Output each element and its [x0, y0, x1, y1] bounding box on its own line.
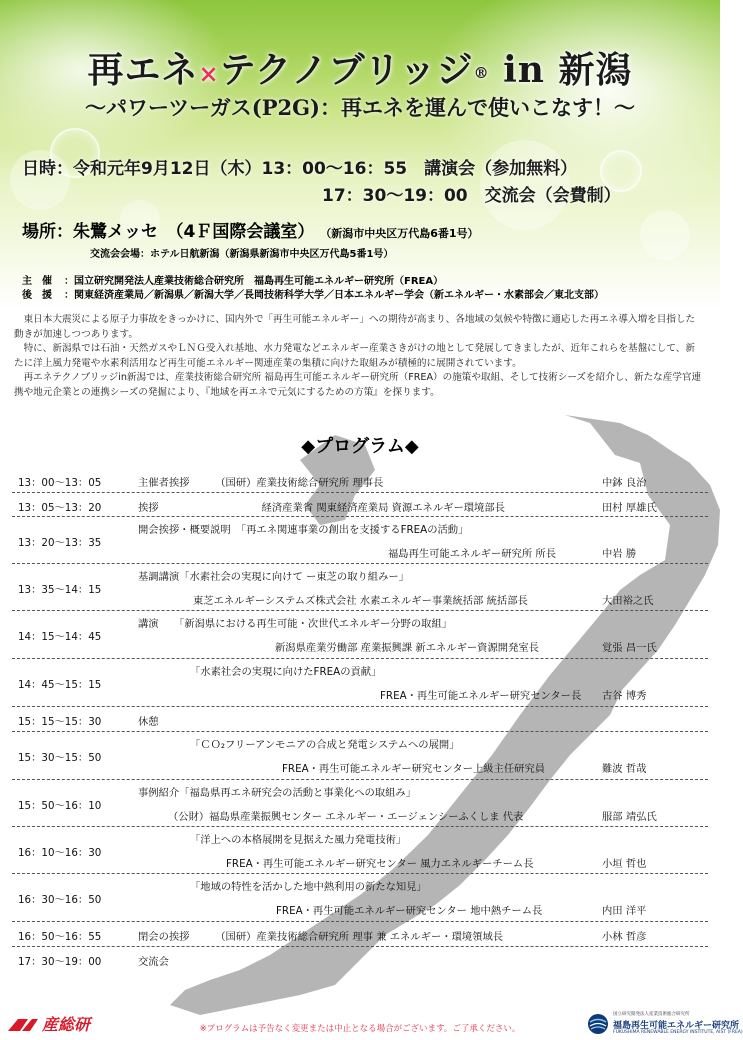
program-row [12, 564, 708, 611]
program-row [12, 780, 708, 827]
program-speaker: 古谷 博秀 [602, 690, 647, 702]
title-part-3: in 新潟 [489, 49, 633, 91]
title-cross-mark: × [198, 59, 220, 88]
event-subtitle: ～パワーツーガス(P2G)：再エネを運んで使いこなす！～ [85, 95, 635, 120]
program-speaker: 小垣 哲也 [602, 858, 647, 870]
program-time: 15：50～16：10 [18, 800, 102, 812]
frea-globe-icon [587, 1013, 609, 1035]
program-row [12, 707, 708, 732]
aist-logo-text: 産総研 [42, 1015, 91, 1034]
title-part-2: テクノブリッジ [219, 49, 474, 91]
program-line: FREA・再生可能エネルギー研究センター長 [380, 690, 582, 702]
program-time: 16：30～16：50 [18, 894, 102, 906]
program-time: 15：15～15：30 [18, 716, 102, 728]
host-text: ：国立研究開発法人産業技術総合研究所 福島再生可能エネルギー研究所（FREA） [64, 276, 444, 287]
program-row [12, 493, 708, 517]
venue [22, 217, 479, 242]
support-text: ：関東経済産業局／新潟県／新潟大学／長岡技術科学大学／日本エネルギー学会（新エネルギー・水素部会／東北支部） [64, 290, 604, 301]
program-speaker: 覚張 昌一氏 [602, 642, 657, 654]
event-title [0, 42, 720, 93]
program-time: 15：30～15：50 [18, 752, 102, 764]
program-row [12, 827, 708, 874]
program-line: 「ＣＯ₂フリーアンモニアの合成と発電システムへの展開」 [190, 739, 460, 751]
frea-parent-org: 国立研究開発法人産業技術総合研究所 [613, 1012, 690, 1017]
venue-main: 場所：朱鷺メッセ （4Ｆ国際会議室） [22, 222, 315, 242]
party-venue: 交流会会場：ホテル日航新潟（新潟県新潟市中央区万代島5番1号） [90, 249, 394, 260]
program-time: 13：20～13：35 [18, 537, 102, 549]
program-line: 「地域の特性を活かした地中熱利用の新たな知見」 [190, 881, 427, 893]
intro-paragraph: 再エネテクノブリッジin新潟では、産業技術総合研究所 福島再生可能エネルギー研究所（FREA）の施策や取組、そして技術シーズを紹介し、新たな産学官連携や地元企業との連携シーズの発掘により、『地域を再エネで元気にするための方策』を探ります。 [14, 372, 702, 398]
program-line: 休憩 [138, 716, 159, 728]
intro-paragraph: 特に、新潟県では石油・天然ガスやＬＮＧ受入れ基地、水力発電などエネルギー産業さきがけの地として発展してきましたが、近年これらを基盤にして、新たに洋上風力発電や水素利活用など再生可能エネルギー関連産業の集積に向けた取組みが積極的に展開されています。 [14, 343, 695, 369]
program-speaker: 内田 洋平 [602, 905, 647, 917]
program-table [12, 468, 708, 971]
program-line: 事例紹介「福島県再エネ研究会の活動と事業化への取組み」 [138, 787, 417, 799]
program-row [12, 659, 708, 707]
program-speaker: 服部 靖弘氏 [602, 811, 657, 823]
intro-paragraph: 東日本大震災による原子力事故をきっかけに、国内外で「再生可能エネルギー」への期待が高まり、各地域の気候や特徴に適応した再エネ導入増を目指した動きが加速しつつあります。 [14, 314, 696, 340]
program-time: 17：30～19：00 [18, 956, 102, 968]
program-line: 閉会の挨拶 （国研）産業技術総合研究所 理事 兼 エネルギー・環境領域長 [138, 931, 504, 943]
host-label: 主 催 [22, 276, 52, 287]
program-speaker: 中岩 勝 [602, 548, 637, 560]
program-heading: ◆プログラム◆ [301, 436, 419, 457]
program-line: 挨拶 経済産業省 関東経済産業局 資源エネルギー環境部長 [138, 502, 505, 514]
program-time: 14：45～15：15 [18, 679, 102, 691]
venue-address: （新潟市中央区万代島6番1号） [320, 227, 479, 240]
program-line: FREA・再生可能エネルギー研究センター 地中熱チーム長 [276, 905, 543, 917]
program-speaker: 難波 哲哉 [602, 763, 647, 775]
program-line: 基調講演「水素社会の実現に向けて ー東芝の取り組みー」 [138, 571, 409, 583]
program-row [12, 732, 708, 780]
registered-mark: ® [473, 64, 490, 82]
support-label: 後 援 [22, 290, 52, 301]
program-row [12, 517, 708, 564]
program-line: 開会挨拶・概要説明 「再エネ関連事業の創出を支援するFREAの活動」 [138, 524, 469, 536]
program-speaker: 中鉢 良治 [602, 477, 647, 489]
organizer-host [22, 272, 443, 287]
program-line: 主催者挨拶 （国研）産業技術総合研究所 理事長 [138, 477, 384, 489]
program-line: （公財）福島県産業振興センター エネルギー・エージェンシーふくしま 代表 [168, 811, 524, 823]
title-part-1: 再エネ [87, 49, 199, 91]
header-banner [0, 0, 720, 310]
program-speaker: 田村 厚雄氏 [602, 502, 657, 514]
program-line: 講演 「新潟県における再生可能・次世代エネルギー分野の取組」 [138, 618, 453, 630]
program-speaker: 小林 哲彦 [602, 931, 647, 943]
program-time: 16：10～16：30 [18, 847, 102, 859]
program-time: 16：50～16：55 [18, 931, 102, 943]
program-line: 「水素社会の実現に向けたFREAの貢献」 [190, 666, 382, 678]
program-time: 13：05～13：20 [18, 502, 102, 514]
bokeh-light [640, 210, 690, 260]
program-row [12, 922, 708, 947]
intro-text [14, 313, 704, 400]
frea-name-jp: 福島再生可能エネルギー研究所 [613, 1021, 740, 1031]
program-line: 「洋上への本格展開を見据えた風力発電技術」 [190, 834, 407, 846]
program-speaker: 大田裕之氏 [602, 595, 654, 607]
datetime-line-1: 日時：令和元年9月12日（木）13：00～16：55 講演会（参加無料） [22, 159, 578, 179]
program-line: FREA・再生可能エネルギー研究センター 風力エネルギーチーム長 [226, 858, 534, 870]
program-row [12, 611, 708, 659]
program-row [12, 874, 708, 922]
change-notice: ※プログラムは予告なく変更または中止となる場合がございます。ご了承ください。 [199, 1024, 521, 1034]
program-time: 14：15～14：45 [18, 631, 102, 643]
program-line: 交流会 [138, 956, 169, 968]
program-line: 福島再生可能エネルギー研究所 所長 [388, 548, 557, 560]
frea-logo [585, 1011, 743, 1037]
program-line: FREA・再生可能エネルギー研究センター上級主任研究員 [282, 763, 546, 775]
program-time: 13：35～14：15 [18, 584, 102, 596]
organizer-support [22, 286, 604, 301]
frea-name-en: FUKUSHIMA RENEWABLE ENERGY INSTITUTE, AIST (FREA) [613, 1030, 743, 1035]
datetime-line-2: 17：30～19：00 交流会（会費制） [322, 186, 621, 206]
program-line: 東芝エネルギーシステムズ株式会社 水素エネルギー事業統括部 統括部長 [193, 595, 528, 607]
program-row [12, 468, 708, 493]
program-time: 13：00～13：05 [18, 477, 102, 489]
program-row [12, 947, 708, 971]
program-line: 新潟県産業労働部 産業振興課 新エネルギー資源開発室長 [275, 642, 539, 654]
